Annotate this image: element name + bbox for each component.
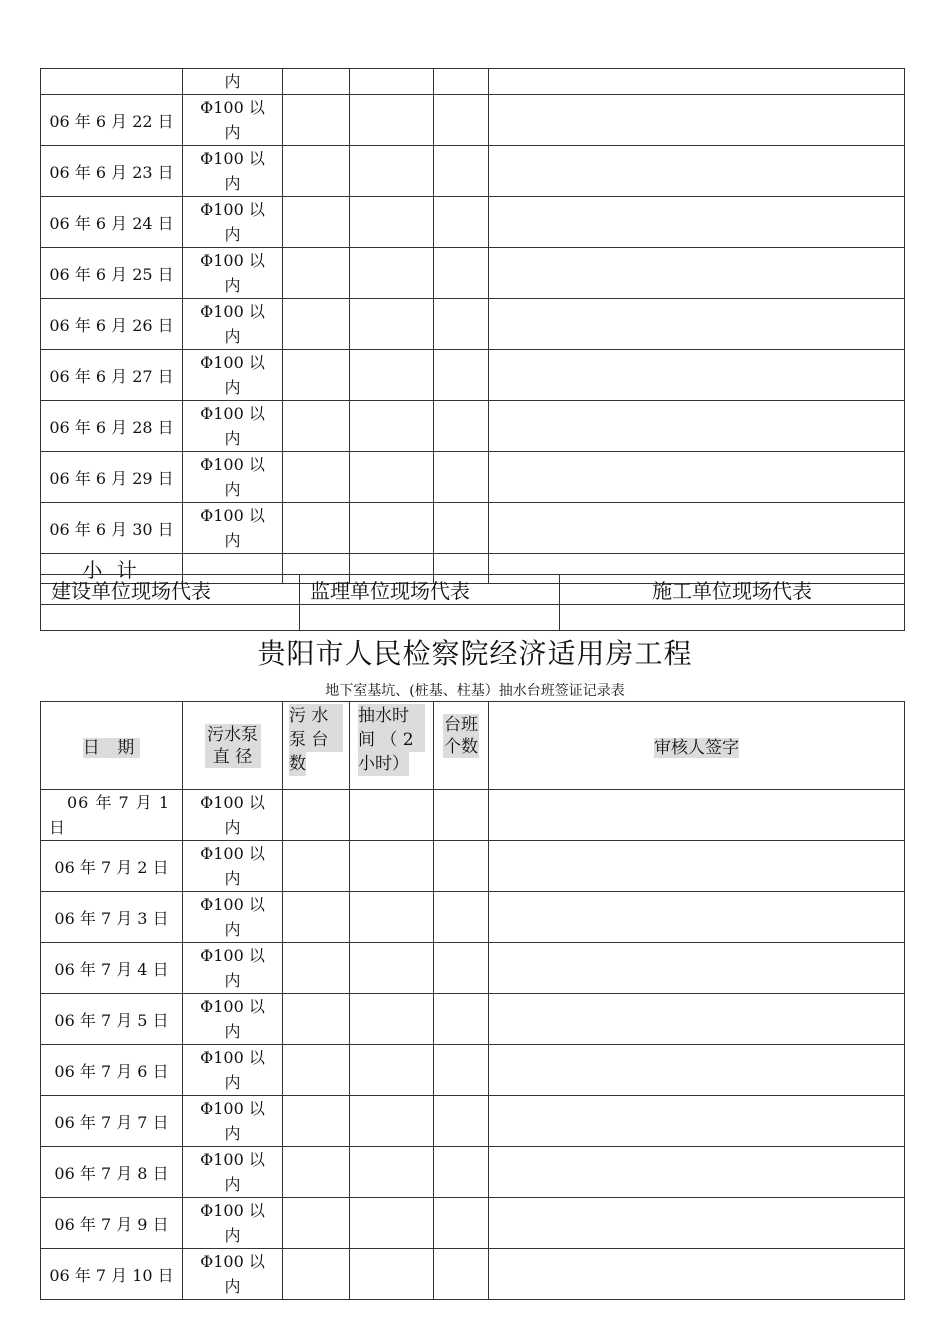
date-cell: 06 年 6 月 29 日 bbox=[41, 452, 183, 503]
date-cell: 06 年 7 月 9 日 bbox=[41, 1198, 183, 1249]
date-cell: 06 年 7 月 3 日 bbox=[41, 892, 183, 943]
contractor-signature-field[interactable] bbox=[560, 605, 905, 631]
reviewer-signature-field[interactable] bbox=[489, 95, 905, 146]
pumping-time-field[interactable] bbox=[350, 1096, 434, 1147]
pump-diameter-cell: Φ100 以 内 bbox=[183, 943, 283, 994]
table-row bbox=[41, 892, 905, 943]
table-row bbox=[41, 1249, 905, 1300]
shift-count-field[interactable] bbox=[434, 503, 489, 554]
pump-count-field[interactable] bbox=[283, 350, 350, 401]
header-pump-count: 污 水 泵 台 数 bbox=[283, 702, 350, 790]
june-record-table bbox=[40, 68, 905, 584]
pumping-time-field[interactable] bbox=[350, 401, 434, 452]
shift-count-field[interactable] bbox=[434, 1045, 489, 1096]
date-cell: 06 年 7 月 1 日 bbox=[41, 790, 183, 841]
reviewer-signature-field[interactable] bbox=[489, 943, 905, 994]
table-row bbox=[41, 146, 905, 197]
pump-diameter-cell: Φ100 以 内 bbox=[183, 1147, 283, 1198]
table-row bbox=[41, 1096, 905, 1147]
shift-count-field[interactable] bbox=[434, 841, 489, 892]
date-cell: 06 年 7 月 8 日 bbox=[41, 1147, 183, 1198]
pump-diameter-cell: Φ100 以 内 bbox=[183, 248, 283, 299]
header-shift-count: 台班 个数 bbox=[434, 702, 489, 790]
pump-diameter-cell: Φ100 以 内 bbox=[183, 503, 283, 554]
pumping-time-field[interactable] bbox=[350, 892, 434, 943]
shift-count-field[interactable] bbox=[434, 452, 489, 503]
date-cell: 06 年 6 月 23 日 bbox=[41, 146, 183, 197]
continuation-row bbox=[41, 69, 905, 95]
pump-count-field[interactable] bbox=[283, 248, 350, 299]
table-row bbox=[41, 1198, 905, 1249]
pump-count-field[interactable] bbox=[283, 1198, 350, 1249]
pump-count-field[interactable] bbox=[283, 503, 350, 554]
pump-diameter-cell: Φ100 以 内 bbox=[183, 790, 283, 841]
subtotal-label: 小 计 bbox=[41, 554, 183, 584]
reviewer-signature-field[interactable] bbox=[489, 892, 905, 943]
reviewer-signature-field[interactable] bbox=[489, 299, 905, 350]
date-cell: 06 年 6 月 27 日 bbox=[41, 350, 183, 401]
table-row bbox=[41, 503, 905, 554]
date-cell: 06 年 6 月 22 日 bbox=[41, 95, 183, 146]
shift-count-field[interactable] bbox=[434, 994, 489, 1045]
reviewer-signature-field[interactable] bbox=[489, 452, 905, 503]
pump-diameter-cell: Φ100 以 内 bbox=[183, 299, 283, 350]
date-cell: 06 年 7 月 2 日 bbox=[41, 841, 183, 892]
shift-count-field[interactable] bbox=[434, 1147, 489, 1198]
header-reviewer-signature: 审核人签字 bbox=[489, 702, 905, 790]
pump-count-field[interactable] bbox=[283, 892, 350, 943]
reviewer-signature-field[interactable] bbox=[489, 350, 905, 401]
date-cell: 06 年 6 月 26 日 bbox=[41, 299, 183, 350]
pump-diameter-cell: Φ100 以 内 bbox=[183, 95, 283, 146]
pump-count-field[interactable] bbox=[283, 841, 350, 892]
supervisor-signature-field[interactable] bbox=[300, 605, 560, 631]
pump-diameter-cell: 内 bbox=[183, 69, 283, 95]
header-pump-diameter: 污水泵 直 径 bbox=[183, 702, 283, 790]
pumping-time-field[interactable] bbox=[350, 1249, 434, 1300]
pump-count-field[interactable] bbox=[283, 943, 350, 994]
pump-diameter-cell: Φ100 以 内 bbox=[183, 146, 283, 197]
table-row bbox=[41, 248, 905, 299]
supervisor-representative-label: 监理单位现场代表 bbox=[300, 575, 560, 605]
pump-count-field[interactable] bbox=[283, 994, 350, 1045]
shift-count-field[interactable] bbox=[434, 401, 489, 452]
pumping-time-field[interactable] bbox=[350, 248, 434, 299]
pump-diameter-cell: Φ100 以 内 bbox=[183, 350, 283, 401]
table-row bbox=[41, 299, 905, 350]
pump-count-field[interactable] bbox=[283, 452, 350, 503]
shift-count-field[interactable] bbox=[434, 248, 489, 299]
pumping-time-field[interactable] bbox=[350, 994, 434, 1045]
reviewer-signature-field[interactable] bbox=[489, 1249, 905, 1300]
pump-diameter-cell: Φ100 以 内 bbox=[183, 452, 283, 503]
date-cell: 06 年 6 月 30 日 bbox=[41, 503, 183, 554]
pumping-time-field[interactable] bbox=[350, 1198, 434, 1249]
pumping-time-field[interactable] bbox=[350, 95, 434, 146]
date-cell: 06 年 7 月 5 日 bbox=[41, 994, 183, 1045]
shift-count-field[interactable] bbox=[434, 1249, 489, 1300]
owner-signature-field[interactable] bbox=[41, 605, 300, 631]
pump-count-field[interactable] bbox=[283, 1147, 350, 1198]
pumping-time-field[interactable] bbox=[350, 350, 434, 401]
pump-count-field[interactable] bbox=[283, 1096, 350, 1147]
pumping-time-field[interactable] bbox=[350, 943, 434, 994]
pump-count-field[interactable] bbox=[283, 299, 350, 350]
table-row bbox=[41, 994, 905, 1045]
reviewer-signature-field[interactable] bbox=[489, 197, 905, 248]
table-row bbox=[41, 841, 905, 892]
signature-table bbox=[40, 574, 905, 631]
shift-count-field[interactable] bbox=[434, 95, 489, 146]
pumping-time-field[interactable] bbox=[350, 197, 434, 248]
pump-count-field[interactable] bbox=[283, 95, 350, 146]
pumping-time-field[interactable] bbox=[350, 1147, 434, 1198]
table-row bbox=[41, 95, 905, 146]
pump-diameter-cell: Φ100 以 内 bbox=[183, 1045, 283, 1096]
date-cell: 06 年 7 月 4 日 bbox=[41, 943, 183, 994]
table-header-row bbox=[41, 702, 905, 790]
reviewer-signature-field[interactable] bbox=[489, 1096, 905, 1147]
pump-count-field[interactable] bbox=[283, 1249, 350, 1300]
shift-count-field[interactable] bbox=[434, 892, 489, 943]
pump-count-field[interactable] bbox=[283, 197, 350, 248]
pump-diameter-cell: Φ100 以 内 bbox=[183, 1249, 283, 1300]
reviewer-signature-field[interactable] bbox=[489, 401, 905, 452]
pump-diameter-cell: Φ100 以 内 bbox=[183, 1198, 283, 1249]
pump-diameter-cell: Φ100 以 内 bbox=[183, 994, 283, 1045]
date-cell: 06 年 6 月 24 日 bbox=[41, 197, 183, 248]
pump-count-field[interactable] bbox=[283, 401, 350, 452]
pumping-time-field[interactable] bbox=[350, 146, 434, 197]
date-cell: 06 年 6 月 25 日 bbox=[41, 248, 183, 299]
shift-count-field[interactable] bbox=[434, 1198, 489, 1249]
date-cell: 06 年 7 月 10 日 bbox=[41, 1249, 183, 1300]
table-row bbox=[41, 350, 905, 401]
page-title: 贵阳市人民检察院经济适用房工程 bbox=[257, 637, 693, 670]
reviewer-signature-field[interactable] bbox=[489, 146, 905, 197]
reviewer-signature-field[interactable] bbox=[489, 994, 905, 1045]
table-row bbox=[41, 452, 905, 503]
pump-diameter-cell: Φ100 以 内 bbox=[183, 1096, 283, 1147]
pump-diameter-cell: Φ100 以 内 bbox=[183, 197, 283, 248]
reviewer-signature-field[interactable] bbox=[489, 841, 905, 892]
shift-count-field[interactable] bbox=[434, 943, 489, 994]
reviewer-signature-field[interactable] bbox=[489, 1198, 905, 1249]
header-pumping-time: 抽水时 间 （ 2 小时） bbox=[350, 702, 434, 790]
shift-count-field[interactable] bbox=[434, 1096, 489, 1147]
table-row bbox=[41, 943, 905, 994]
pump-count-field[interactable] bbox=[283, 1045, 350, 1096]
pumping-time-field[interactable] bbox=[350, 841, 434, 892]
shift-count-field[interactable] bbox=[434, 299, 489, 350]
contractor-representative-label: 施工单位现场代表 bbox=[560, 575, 905, 605]
reviewer-signature-field[interactable] bbox=[489, 503, 905, 554]
owner-representative-label: 建设单位现场代表 bbox=[41, 575, 300, 605]
table-row bbox=[41, 790, 905, 841]
signature-header-row bbox=[41, 575, 905, 605]
shift-count-field[interactable] bbox=[434, 146, 489, 197]
july-record-table bbox=[40, 701, 905, 1300]
shift-count-field[interactable] bbox=[434, 197, 489, 248]
shift-count-field[interactable] bbox=[434, 350, 489, 401]
table-row bbox=[41, 1045, 905, 1096]
reviewer-signature-field[interactable] bbox=[489, 1147, 905, 1198]
page-subtitle: 地下室基坑、(桩基、柱基）抽水台班签证记录表 bbox=[325, 683, 625, 699]
table-row bbox=[41, 1147, 905, 1198]
pumping-time-field[interactable] bbox=[350, 503, 434, 554]
pump-diameter-cell: Φ100 以 内 bbox=[183, 892, 283, 943]
date-cell: 06 年 6 月 28 日 bbox=[41, 401, 183, 452]
pump-diameter-cell: Φ100 以 内 bbox=[183, 401, 283, 452]
date-cell: 06 年 7 月 7 日 bbox=[41, 1096, 183, 1147]
table-row bbox=[41, 401, 905, 452]
header-date: 日 期 bbox=[41, 702, 183, 790]
reviewer-signature-field[interactable] bbox=[489, 1045, 905, 1096]
table-row bbox=[41, 197, 905, 248]
pumping-time-field[interactable] bbox=[350, 452, 434, 503]
date-cell: 06 年 7 月 6 日 bbox=[41, 1045, 183, 1096]
pumping-time-field[interactable] bbox=[350, 1045, 434, 1096]
pump-diameter-cell: Φ100 以 内 bbox=[183, 841, 283, 892]
pump-count-field[interactable] bbox=[283, 146, 350, 197]
signature-blank-row bbox=[41, 605, 905, 631]
reviewer-signature-field[interactable] bbox=[489, 248, 905, 299]
pumping-time-field[interactable] bbox=[350, 299, 434, 350]
